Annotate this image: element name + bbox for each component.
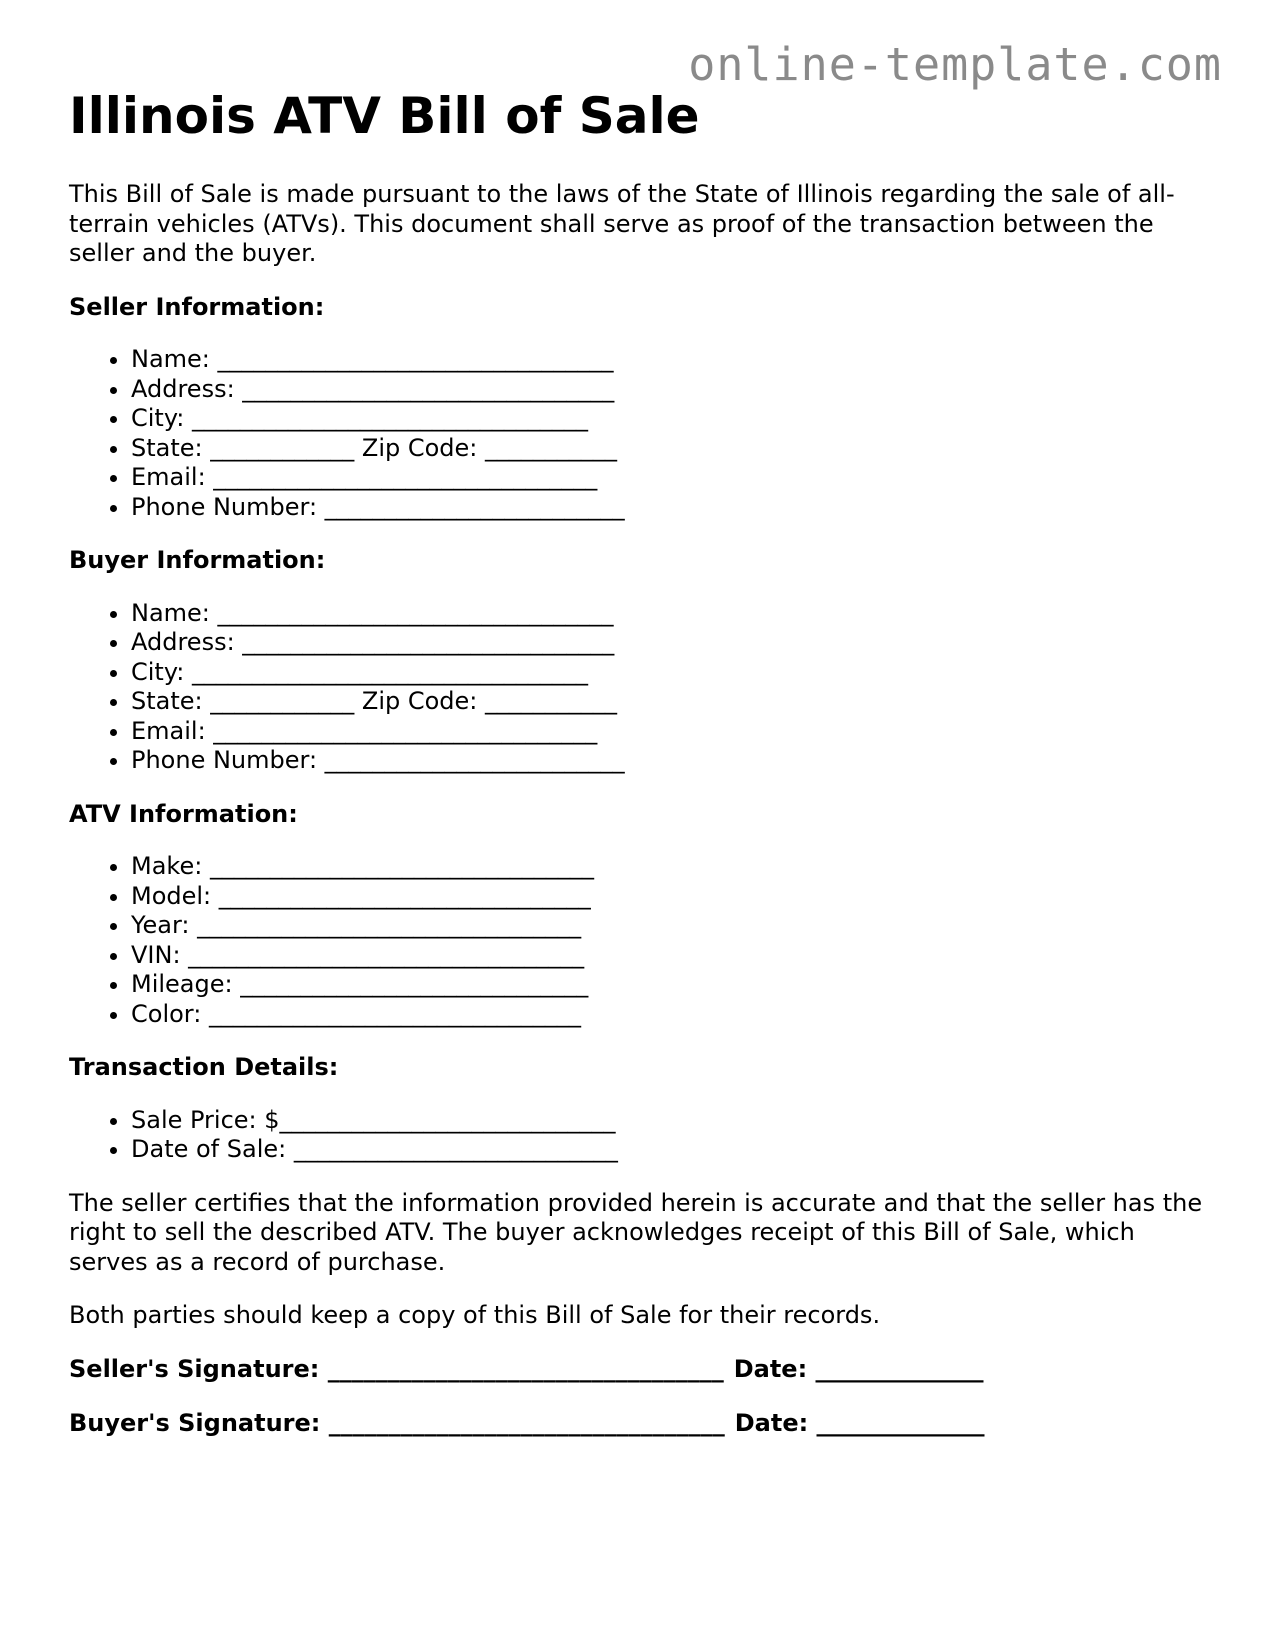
buyer-email-field: • Email: ________________________________: [131, 717, 1209, 747]
atv-info-heading: ATV Information:: [69, 799, 298, 828]
atv-year-field: • Year: ________________________________: [131, 911, 1209, 941]
buyer-phone-field: • Phone Number: _________________________: [131, 746, 1209, 776]
buyer-signature-date: Date: ______________: [734, 1409, 985, 1437]
atv-make-field: • Make: ________________________________: [131, 852, 1209, 882]
buyer-signature-label: Buyer's Signature: _________________________________: [69, 1409, 725, 1437]
buyer-info-heading: Buyer Information:: [69, 546, 326, 574]
atv-info-list: [69, 852, 1209, 1029]
buyer-address-field: • Address: _______________________________: [131, 628, 1209, 658]
intro-paragraph: This Bill of Sale is made pursuant to the laws of the State of Illinois regarding the sale of all-terrain vehicles (ATVs). This document shall serve as proof of the transaction between the seller and the buyer.: [69, 180, 1175, 267]
seller-name-field: • Name: _________________________________: [131, 345, 1209, 375]
certification-paragraph: The seller certifies that the information provided herein is accurate and that the seller has the right to sell the described ATV. The buyer acknowledges receipt of this Bill of Sale, which serves as a record of purchase.: [69, 1188, 1203, 1276]
atv-model-field: • Model: _______________________________: [131, 882, 1209, 912]
atv-color-field: • Color: _______________________________: [131, 1000, 1209, 1030]
seller-signature-label: Seller's Signature: _________________________________: [69, 1354, 724, 1383]
atv-mileage-field: • Mileage: _____________________________: [131, 970, 1209, 1000]
seller-state-zip-field: • State: ____________ Zip Code: ___________: [131, 434, 1209, 464]
date-of-sale-field: • Date of Sale: ___________________________: [131, 1135, 1209, 1165]
page-title: Illinois ATV Bill of Sale: [69, 87, 700, 145]
transaction-details-list: [69, 1106, 1209, 1165]
seller-info-list: [69, 345, 1209, 522]
buyer-city-field: • City: _________________________________: [131, 658, 1209, 688]
buyer-info-list: [69, 599, 1209, 776]
document-body: [69, 180, 1209, 1464]
seller-phone-field: • Phone Number: _________________________: [131, 493, 1209, 523]
seller-email-field: • Email: ________________________________: [131, 463, 1209, 493]
buyer-signature-line: [69, 1409, 1209, 1439]
copies-note: Both parties should keep a copy of this Bill of Sale for their records.: [69, 1301, 881, 1329]
sale-price-field: • Sale Price: $____________________________: [131, 1106, 1209, 1136]
seller-address-field: • Address: _______________________________: [131, 375, 1209, 405]
seller-city-field: • City: _________________________________: [131, 404, 1209, 434]
atv-vin-field: • VIN: _________________________________: [131, 941, 1209, 971]
seller-signature-date: Date: ______________: [733, 1354, 984, 1383]
seller-signature-line: [69, 1355, 1209, 1385]
buyer-state-zip-field: • State: ____________ Zip Code: ___________: [131, 687, 1209, 717]
seller-info-heading: Seller Information:: [69, 292, 325, 321]
watermark: online-template.com: [688, 38, 1222, 91]
buyer-name-field: • Name: _________________________________: [131, 599, 1209, 629]
transaction-details-heading: Transaction Details:: [69, 1053, 339, 1081]
